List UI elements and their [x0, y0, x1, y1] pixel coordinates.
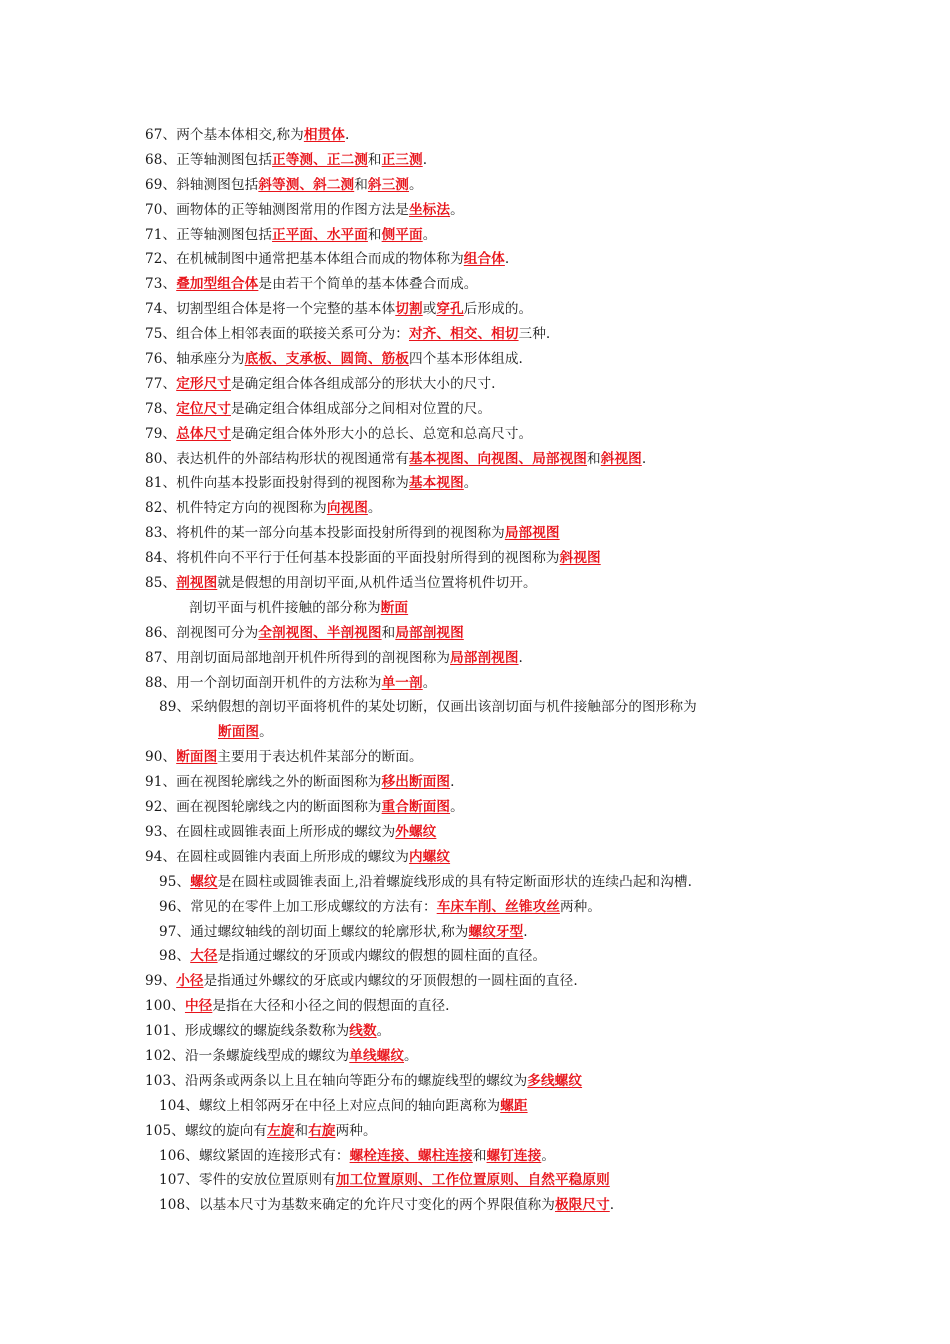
question-line — [0, 397, 950, 422]
question-text: 88、用一个剖切面剖开机件的方法称为 — [145, 674, 382, 691]
question-text: 。 — [404, 1047, 418, 1064]
question-text: 和 — [367, 151, 382, 168]
question-text: 是确定组合体各组成部分的形状大小的尺寸. — [230, 375, 496, 392]
question-text: 四个基本形体组成. — [409, 351, 523, 368]
question-text: 。 — [450, 799, 464, 816]
answer-text: 叠加型组合体 — [176, 276, 259, 293]
answer-text: 螺距 — [500, 1097, 528, 1114]
question-text: 95、 — [159, 873, 191, 890]
question-text: 和 — [294, 1122, 309, 1139]
question-text: 。 — [409, 176, 423, 193]
question-text: 两种。 — [335, 1122, 377, 1139]
answer-text: 内螺纹 — [408, 848, 451, 865]
question-text: 106、螺纹紧固的连接形式有： — [159, 1147, 350, 1164]
answer-text: 车床车削、丝锥攻丝 — [436, 898, 560, 915]
question-text: 99、 — [145, 973, 177, 990]
answer-text: 组合体 — [463, 251, 505, 268]
answer-text: 重合断面图 — [381, 799, 451, 816]
answer-text: 斜视图 — [559, 550, 601, 567]
question-line — [0, 247, 950, 272]
question-line — [0, 223, 950, 248]
answer-text: 总体尺寸 — [176, 425, 231, 442]
question-text: 是确定组合体组成部分之间相对位置的尺。 — [230, 400, 492, 417]
question-text: 三种. — [518, 326, 551, 343]
answer-text: 全剖视图、半剖视图 — [258, 624, 382, 641]
question-text: 。 — [541, 1147, 556, 1164]
answer-text: 定形尺寸 — [176, 375, 231, 392]
question-text: 78、 — [145, 400, 177, 417]
question-line — [0, 447, 950, 472]
answer-text: 螺纹 — [190, 873, 218, 890]
question-text: 73、 — [145, 276, 177, 293]
answer-text: 单一剖 — [381, 674, 423, 691]
question-line — [0, 745, 950, 770]
question-text: 主要用于表达机件某部分的断面。 — [217, 749, 423, 766]
answer-text: 螺栓连接、螺柱连接 — [349, 1147, 473, 1164]
question-text: 75、组合体上相邻表面的联接关系可分为： — [145, 326, 409, 343]
answer-text: 大径 — [190, 948, 218, 965]
question-text: 71、正等轴测图包括 — [145, 226, 273, 243]
question-text: 79、 — [145, 425, 177, 442]
answer-text: 切割 — [395, 301, 423, 318]
question-line — [0, 546, 950, 571]
question-text: 和 — [367, 226, 382, 243]
question-text: 100、 — [145, 998, 185, 1015]
answer-text: 断面 — [380, 599, 409, 616]
question-text: 96、常见的在零件上加工形成螺纹的方法有： — [159, 898, 437, 915]
answer-text: 右旋 — [308, 1122, 336, 1139]
question-text: 。 — [422, 226, 437, 243]
question-text: 94、在圆柱或圆锥内表面上所形成的螺纹为 — [145, 848, 409, 865]
question-line — [0, 1069, 950, 1094]
answer-text: 定位尺寸 — [176, 400, 231, 417]
answer-text: 单线螺纹 — [349, 1047, 405, 1064]
question-line — [0, 521, 950, 546]
answer-text: 斜视图 — [600, 450, 642, 467]
question-text: 92、画在视图轮廓线之内的断面图称为 — [145, 799, 382, 816]
question-text: 89、采纳假想的剖切平面将机件的某处切断，仅画出该剖切面与机件接触部分的图形称为 — [159, 699, 697, 716]
answer-text: 加工位置原则、工作位置原则、自然平稳原则 — [335, 1172, 610, 1189]
question-text: 72、在机械制图中通常把基本体组合而成的物体称为 — [145, 251, 464, 268]
answer-text: 断面图 — [176, 749, 218, 766]
question-text: 74、切割型组合体是将一个完整的基本体 — [145, 301, 396, 318]
question-line — [0, 471, 950, 496]
question-line — [0, 920, 950, 945]
question-text: 是指通过外螺纹的牙底或内螺纹的牙顶假想的一圆柱面的直径. — [203, 973, 578, 990]
question-line — [0, 123, 950, 148]
answer-text: 基本视图 — [408, 475, 464, 492]
question-text: 或 — [422, 301, 437, 318]
answer-text: 向视图 — [326, 500, 368, 517]
question-text: 105、螺纹的旋向有 — [145, 1122, 268, 1139]
question-line — [0, 347, 950, 372]
answer-text: 移出断面图 — [381, 774, 451, 791]
question-line — [0, 1119, 950, 1144]
question-line — [0, 372, 950, 397]
answer-text: 斜三测 — [367, 176, 410, 193]
question-text: 76、轴承座分为 — [145, 351, 245, 368]
answer-text: 侧平面 — [381, 226, 423, 243]
question-line — [0, 1168, 950, 1193]
question-line — [0, 621, 950, 646]
question-text: 97、通过螺纹轴线的剖切面上螺纹的轮廓形状,称为 — [159, 923, 469, 940]
question-text: 81、机件向基本投影面投射得到的视图称为 — [145, 475, 409, 492]
question-text: 103、沿两条或两条以上且在轴向等距分布的螺旋线型的螺纹为 — [145, 1072, 528, 1089]
question-text: 和 — [587, 450, 601, 467]
question-text: 。 — [450, 201, 464, 218]
question-text: 102、沿一条螺旋线型成的螺纹为 — [145, 1047, 350, 1064]
question-line — [0, 596, 950, 621]
question-text: 是在圆柱或圆锥表面上,沿着螺旋线形成的具有特定断面形状的连续凸起和沟槽. — [217, 873, 693, 890]
question-line — [0, 870, 950, 895]
question-line — [0, 994, 950, 1019]
answer-text: 正三测 — [381, 151, 423, 168]
question-text: . — [518, 649, 523, 666]
answer-text: 穿孔 — [436, 301, 464, 318]
question-text: 87、用剖切面局部地剖开机件所得到的剖视图称为 — [145, 649, 451, 666]
answer-text: 左旋 — [267, 1122, 295, 1139]
question-text: 86、剖视图可分为 — [145, 624, 259, 641]
question-text: 。 — [463, 475, 478, 492]
question-text: 82、机件特定方向的视图称为 — [145, 500, 327, 517]
question-text: 。 — [376, 1023, 391, 1040]
question-line — [0, 322, 950, 347]
question-line — [0, 845, 950, 870]
answer-text: 基本视图、向视图、局部视图 — [408, 450, 588, 467]
question-line — [0, 1044, 950, 1069]
question-line — [0, 198, 950, 223]
question-text: 和 — [381, 624, 396, 641]
question-line — [0, 173, 950, 198]
answer-text: 局部视图 — [504, 525, 560, 542]
question-text: 98、 — [159, 948, 191, 965]
question-text: . — [641, 450, 647, 467]
answer-text: 外螺纹 — [395, 823, 437, 840]
question-list — [0, 123, 950, 1218]
question-text: . — [504, 251, 510, 268]
question-text: 69、斜轴测图包括 — [145, 176, 259, 193]
question-line — [0, 1193, 950, 1218]
answer-text: 坐标法 — [408, 201, 451, 218]
question-line — [0, 820, 950, 845]
question-text: 77、 — [145, 375, 177, 392]
question-line — [0, 571, 950, 596]
question-line — [0, 496, 950, 521]
question-text: . — [609, 1197, 615, 1214]
answer-text: 相贯体 — [303, 127, 345, 143]
question-line — [0, 944, 950, 969]
question-text: . — [344, 127, 350, 143]
answer-text: 线数 — [349, 1023, 377, 1040]
question-text: . — [422, 151, 428, 168]
question-line — [0, 671, 950, 696]
question-text: 是指通过螺纹的牙顶或内螺纹的假想的圆柱面的直径。 — [217, 948, 547, 965]
question-line — [0, 720, 950, 745]
question-line — [0, 895, 950, 920]
answer-text: 断面图 — [218, 724, 260, 741]
answer-text: 斜等测、斜二测 — [258, 176, 355, 193]
question-text: 80、表达机件的外部结构形状的视图通常有 — [145, 450, 409, 467]
answer-text: 正等测、正二测 — [272, 151, 368, 168]
answer-text: 底板、支承板、圆筒、筋板 — [244, 351, 409, 368]
question-text: 。 — [367, 500, 382, 517]
question-line — [0, 1094, 950, 1119]
question-text: 就是假想的用剖切平面,从机件适当位置将机件切开。 — [217, 575, 537, 592]
question-text: 84、将机件向不平行于任何基本投影面的平面投射所得到的视图称为 — [145, 550, 560, 567]
question-line — [0, 1019, 950, 1044]
question-text: 两种。 — [559, 898, 602, 915]
question-text: . — [523, 923, 528, 940]
question-text: 。 — [259, 724, 273, 741]
question-text: 后形成的。 — [463, 301, 533, 318]
question-text: 104、螺纹上相邻两牙在中径上对应点间的轴向距离称为 — [159, 1097, 501, 1114]
question-text: 91、画在视图轮廓线之外的断面图称为 — [145, 774, 382, 791]
question-text: 85、 — [145, 575, 177, 592]
question-line — [0, 148, 950, 173]
question-line — [0, 422, 950, 447]
answer-text: 中径 — [184, 998, 213, 1015]
answer-text: 极限尺寸 — [554, 1197, 610, 1214]
answer-text: 对齐、相交、相切 — [408, 326, 519, 343]
question-text: 108、以基本尺寸为基数来确定的允许尺寸变化的两个界限值称为 — [159, 1197, 555, 1214]
question-line — [0, 770, 950, 795]
answer-text: 局部剖视图 — [395, 624, 464, 641]
question-text: 68、正等轴测图包括 — [145, 151, 273, 168]
question-text: 107、零件的安放位置原则有 — [159, 1172, 336, 1189]
question-text: . — [450, 774, 455, 791]
question-text: 83、将机件的某一部分向基本投影面投射所得到的视图称为 — [145, 525, 505, 542]
question-text: 是确定组合体外形大小的总长、总宽和总高尺寸。 — [230, 425, 533, 442]
answer-text: 螺纹牙型 — [468, 923, 524, 940]
answer-text: 局部剖视图 — [450, 649, 519, 666]
question-text: 93、在圆柱或圆锥表面上所形成的螺纹为 — [145, 823, 396, 840]
question-text: 剖切平面与机件接触的部分称为 — [189, 599, 381, 616]
answer-text: 正平面、水平面 — [272, 226, 368, 243]
answer-text: 多线螺纹 — [527, 1072, 583, 1089]
question-text: 。 — [422, 674, 437, 691]
question-line — [0, 646, 950, 671]
question-line — [0, 272, 950, 297]
question-text: 和 — [472, 1147, 487, 1164]
answer-text: 螺钉连接 — [486, 1147, 542, 1164]
question-line — [0, 969, 950, 994]
question-line — [0, 297, 950, 322]
question-line — [0, 1144, 950, 1169]
question-text: 70、画物体的正等轴测图常用的作图方法是 — [145, 201, 409, 218]
question-text: 和 — [354, 176, 368, 193]
answer-text: 剖视图 — [176, 575, 218, 592]
question-text: 是由若干个简单的基本体叠合而成。 — [258, 276, 478, 293]
answer-text: 小径 — [176, 973, 204, 990]
question-text: 是指在大径和小径之间的假想面的直径. — [212, 998, 450, 1015]
question-line — [0, 695, 950, 720]
question-text: 101、形成螺纹的螺旋线条数称为 — [145, 1023, 350, 1040]
question-line — [0, 795, 950, 820]
question-text: 90、 — [145, 749, 177, 766]
question-text: 67、两个基本体相交,称为 — [145, 127, 304, 143]
